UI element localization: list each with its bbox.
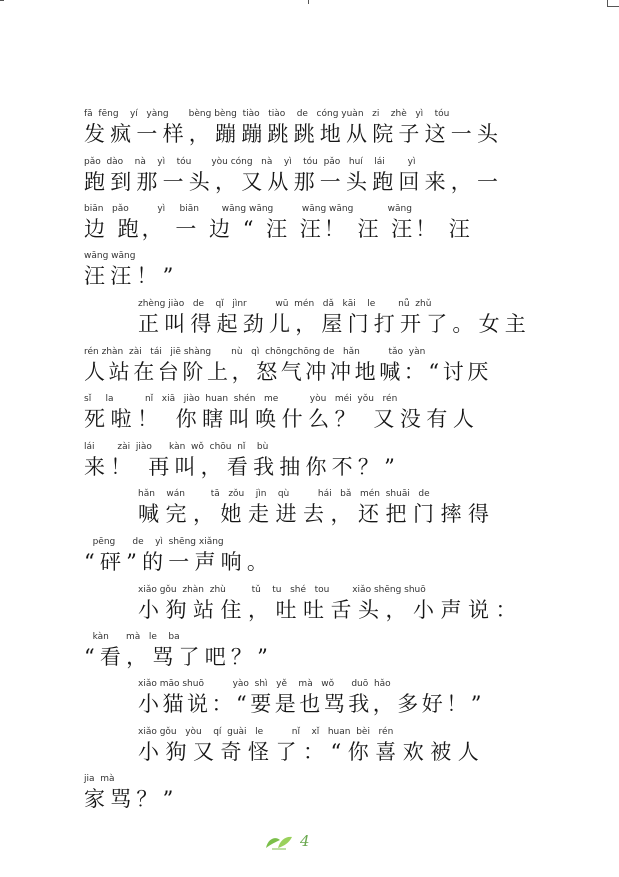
- hanzi-line: 汪汪！”: [84, 264, 179, 288]
- crop-mark-top-left: [0, 0, 4, 1]
- page-number: 4: [300, 832, 310, 850]
- crop-mark-top-center: [308, 0, 309, 4]
- pinyin-line: pēng de yì shēng xiǎng: [84, 537, 224, 547]
- pinyin-line: sǐ la nǐ xiā jiào huan shén me yòu méi yǒu rén: [84, 394, 398, 404]
- page-footer: [264, 832, 324, 852]
- pinyin-line: zhèng jiào de qǐ jìnr wū mén dǎ kāi le nǚ zhǔ: [138, 299, 432, 309]
- hanzi-line: 小狗又奇怪了：“你喜欢被人: [138, 740, 486, 764]
- pinyin-line: fā fēng yí yàng bèng bèng tiào tiào de cóng yuàn zi zhè yì tóu: [84, 109, 450, 119]
- pinyin-line: hǎn wán tā zǒu jìn qù hái bǎ mén shuāi de: [138, 489, 430, 499]
- hanzi-line: 跑到那一头，又从那一头跑回来，一: [84, 170, 504, 194]
- pinyin-line: biān pǎo yì biān wāng wāng wāng wāng wāng: [84, 204, 412, 214]
- hanzi-line: 死啦！ 你瞎叫唤什么？ 又没有人: [84, 407, 480, 431]
- pinyin-line: lái zài jiào kàn wǒ chōu nǐ bù: [84, 442, 269, 452]
- leaf-icon: [264, 834, 294, 854]
- crop-mark-top-right-h: [607, 6, 619, 7]
- pinyin-line: jia mà: [84, 774, 115, 784]
- hanzi-line: 正叫得起劲儿，屋门打开了。女主: [138, 312, 531, 336]
- pinyin-line: xiǎo māo shuō yào shì yě mà wǒ duō hǎo: [138, 679, 391, 689]
- pinyin-line: xiǎo gǒu zhàn zhù tǔ tu shé tou xiǎo shēng shuō: [138, 585, 426, 595]
- hanzi-line: 喊完，她走进去，还把门摔得: [138, 502, 496, 526]
- hanzi-line: 发疯一样，蹦蹦跳跳地从院子这一头: [84, 122, 504, 146]
- hanzi-line: “砰”的一声响。: [84, 550, 274, 574]
- pinyin-line: wāng wāng: [84, 251, 136, 261]
- hanzi-line: 小狗站住，吐吐舌头，小声说：: [138, 598, 523, 622]
- hanzi-line: 来！ 再叫，看我抽你不？”: [84, 455, 401, 479]
- hanzi-line: 小猫说：“要是也骂我，多好！”: [138, 692, 485, 716]
- pinyin-line: kàn mà le ba: [84, 632, 180, 642]
- pinyin-line: rén zhàn zài tái jiē shàng nù qì chōngchōng de hǎn tǎo yàn: [84, 347, 426, 357]
- hanzi-line: 人站在台阶上，怒气冲冲地喊：“讨厌: [84, 360, 492, 384]
- hanzi-line: 家骂？”: [84, 787, 179, 811]
- pinyin-line: pǎo dào nà yì tóu yòu cóng nà yì tóu pǎo huí lái yì: [84, 157, 416, 167]
- hanzi-line: 边 跑， 一 边 “ 汪 汪！ 汪 汪！ 汪: [84, 217, 473, 241]
- pinyin-line: xiǎo gǒu yòu qí guài le nǐ xǐ huan bèi rén: [138, 727, 394, 737]
- hanzi-line: “看，骂了吧？”: [84, 645, 274, 669]
